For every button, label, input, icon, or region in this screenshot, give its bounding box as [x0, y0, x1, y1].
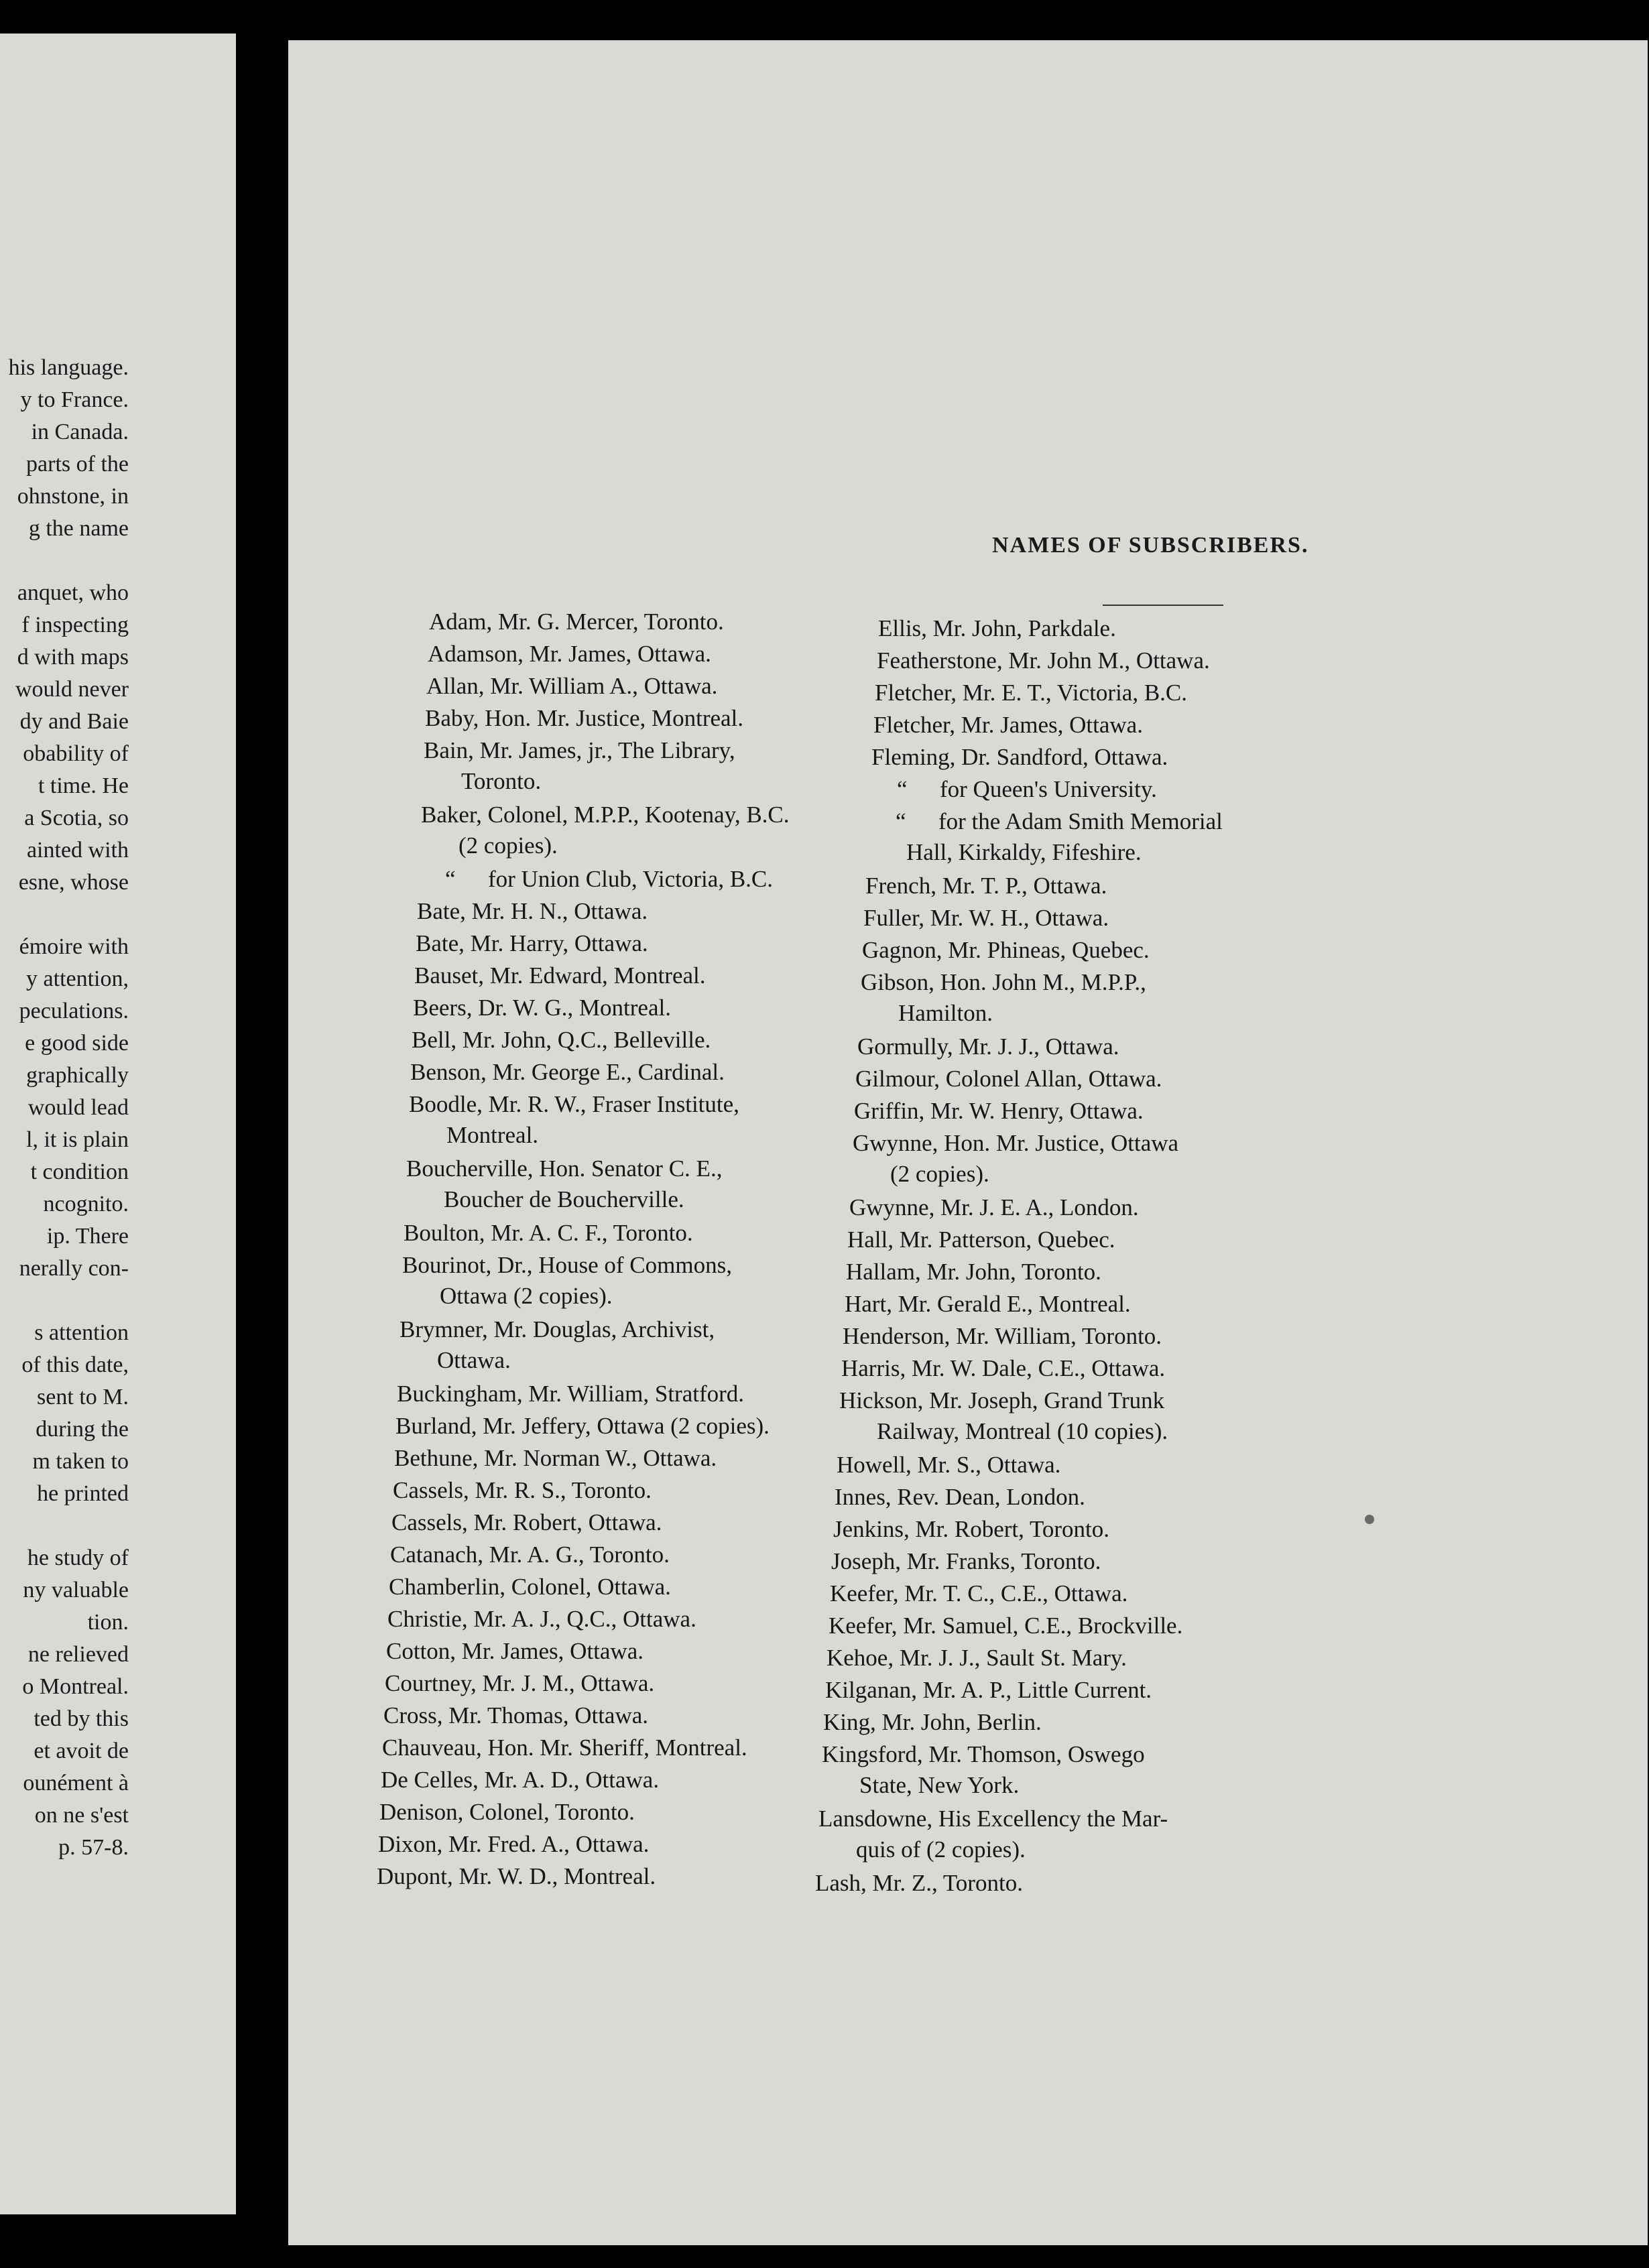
left-text-line: sent to M. — [37, 1385, 129, 1409]
subscriber-name: Adamson, Mr. James, Ottawa. — [428, 641, 711, 667]
subscriber-entry — [390, 1539, 670, 1570]
subscriber-name: Baby, Hon. Mr. Justice, Montreal. — [425, 705, 744, 731]
ditto-mark: “ — [897, 776, 908, 802]
subscriber-entry — [870, 774, 1157, 805]
subscriber-entry — [855, 1064, 1162, 1094]
subscriber-entry — [428, 639, 711, 670]
subscriber-name: Innes, Rev. Dean, London. — [835, 1484, 1085, 1510]
subscriber-continuation: Montreal. — [446, 1122, 539, 1148]
subscriber-name: Hickson, Mr. Joseph, Grand Trunk — [839, 1387, 1165, 1413]
subscriber-continuation: Railway, Montreal (10 copies). — [877, 1418, 1168, 1444]
subscriber-name: Keefer, Mr. Samuel, C.E., Brockville. — [829, 1613, 1183, 1639]
subscriber-entry — [875, 678, 1187, 708]
subscriber-entry — [830, 1578, 1127, 1609]
subscriber-name: Bell, Mr. John, Q.C., Belleville. — [412, 1027, 711, 1053]
left-text-line: t condition — [30, 1159, 129, 1184]
subscriber-entry — [846, 1257, 1101, 1287]
subscriber-entry — [426, 671, 717, 702]
left-text-line: graphically — [26, 1063, 129, 1088]
subscriber-entry — [404, 1218, 693, 1249]
subscriber-entry — [400, 1314, 715, 1376]
subscriber-name: Henderson, Mr. William, Toronto. — [843, 1323, 1162, 1349]
subscriber-name: Gwynne, Hon. Mr. Justice, Ottawa — [853, 1130, 1179, 1156]
subscriber-name: Bate, Mr. Harry, Ottawa. — [416, 930, 648, 956]
ditto-mark: “ — [445, 866, 456, 892]
subscriber-name: Dixon, Mr. Fred. A., Ottawa. — [378, 1831, 650, 1857]
subscriber-entry — [379, 1797, 635, 1828]
left-text-line: p. 57-8. — [58, 1835, 129, 1860]
subscriber-name: Featherstone, Mr. John M., Ottawa. — [877, 647, 1210, 674]
subscriber-name: Fuller, Mr. W. H., Ottawa. — [863, 905, 1109, 931]
subscriber-name: Allan, Mr. William A., Ottawa. — [426, 673, 718, 699]
ink-spot — [1365, 1515, 1374, 1524]
left-text-line: ted by this — [34, 1706, 129, 1731]
subscriber-name: Boodle, Mr. R. W., Fraser Institute, — [409, 1091, 739, 1117]
subscriber-entry — [414, 960, 706, 991]
subscriber-name: for the Adam Smith Memorial — [938, 808, 1223, 834]
subscriber-name: Dupont, Mr. W. D., Montreal. — [377, 1863, 656, 1889]
subscriber-name: French, Mr. T. P., Ottawa. — [865, 873, 1107, 899]
left-text-line: dy and Baie — [19, 709, 129, 734]
subscriber-entry — [823, 1707, 1042, 1738]
subscriber-name: Kingsford, Mr. Thomson, Oswego — [822, 1741, 1145, 1767]
subscriber-name: Harris, Mr. W. Dale, C.E., Ottawa. — [841, 1355, 1166, 1381]
subscriber-entry — [397, 1379, 744, 1409]
subscriber-entry — [847, 1224, 1115, 1255]
subscriber-entry — [845, 1289, 1131, 1320]
subscriber-name: Fletcher, Mr. James, Ottawa. — [873, 712, 1143, 738]
subscriber-entry — [393, 1475, 652, 1506]
subscriber-entry — [387, 1604, 696, 1635]
subscriber-continuation: quis of (2 copies). — [856, 1836, 1026, 1863]
subscriber-entry — [385, 1668, 654, 1699]
subscriber-name: Bate, Mr. H. N., Ottawa. — [417, 898, 648, 924]
subscriber-entry — [827, 1643, 1127, 1674]
subscriber-name: Baker, Colonel, M.P.P., Kootenay, B.C. — [421, 802, 790, 828]
subscriber-entry — [389, 1572, 671, 1602]
subscriber-name: Denison, Colonel, Toronto. — [379, 1799, 635, 1825]
left-text-line: peculations. — [19, 999, 129, 1023]
left-text-line: et avoit de — [34, 1739, 129, 1763]
subscriber-entry — [418, 864, 773, 895]
subscriber-entry — [841, 1353, 1165, 1384]
subscriber-entry — [424, 735, 735, 797]
subscriber-entry — [386, 1636, 644, 1667]
subscriber-entry — [837, 1450, 1060, 1480]
subscriber-name: Beers, Dr. W. G., Montreal. — [413, 995, 671, 1021]
left-text-line: would never — [15, 677, 129, 702]
subscriber-entry — [421, 800, 790, 861]
left-text-line: ny valuable — [23, 1578, 129, 1602]
left-text-line: m taken to — [32, 1449, 129, 1474]
subscriber-entry — [822, 1739, 1145, 1801]
subscriber-name: Ellis, Mr. John, Parkdale. — [878, 615, 1116, 641]
subscriber-name: Gormully, Mr. J. J., Ottawa. — [857, 1033, 1119, 1060]
subscriber-entry — [412, 1025, 711, 1056]
subscriber-name: Gwynne, Mr. J. E. A., London. — [849, 1194, 1139, 1220]
left-text-line: ounément à — [23, 1771, 129, 1796]
left-text-line: y to France. — [20, 387, 129, 412]
left-text-line: would lead — [27, 1095, 129, 1120]
subscriber-name: Adam, Mr. G. Mercer, Toronto. — [429, 609, 724, 635]
left-text-line: obability of — [23, 741, 129, 766]
subscriber-name: Courtney, Mr. J. M., Ottawa. — [385, 1670, 655, 1696]
subscriber-entry — [381, 1765, 659, 1796]
subscriber-entry — [878, 613, 1116, 644]
subscriber-name: Hallam, Mr. John, Toronto. — [846, 1259, 1101, 1285]
left-text-line: f inspecting — [21, 613, 129, 637]
subscriber-name: Benson, Mr. George E., Cardinal. — [410, 1059, 725, 1085]
subscriber-name: Chauveau, Hon. Mr. Sheriff, Montreal. — [382, 1735, 747, 1761]
subscriber-entry — [863, 903, 1109, 934]
subscriber-entry — [406, 1153, 722, 1215]
subscriber-continuation: Toronto. — [461, 768, 542, 794]
subscriber-name: Fleming, Dr. Sandford, Ottawa. — [871, 744, 1168, 770]
subscriber-name: Boulton, Mr. A. C. F., Toronto. — [404, 1220, 693, 1246]
subscriber-name: Kilganan, Mr. A. P., Little Current. — [825, 1677, 1152, 1703]
left-text-line: tion. — [87, 1610, 129, 1635]
left-text-line: l, it is plain — [26, 1127, 129, 1152]
subscriber-entry — [425, 703, 743, 734]
subscriber-name: Lansdowne, His Excellency the Mar- — [818, 1806, 1168, 1832]
title-rule — [1103, 605, 1223, 606]
subscriber-continuation: State, New York. — [859, 1772, 1020, 1798]
left-text-line: during the — [36, 1417, 129, 1442]
left-text-line: t time. He — [38, 773, 129, 798]
left-text-line: his language. — [8, 355, 129, 380]
subscriber-name: Cassels, Mr. R. S., Toronto. — [393, 1477, 652, 1503]
subscriber-entry — [861, 967, 1146, 1029]
subscriber-entry — [815, 1868, 1023, 1899]
subscriber-entry — [818, 1804, 1168, 1865]
subscriber-name: Gilmour, Colonel Allan, Ottawa. — [855, 1066, 1162, 1092]
subscriber-entry — [873, 710, 1143, 741]
left-text-line: ip. There — [46, 1224, 129, 1249]
subscriber-entry — [829, 1611, 1182, 1641]
left-text-line: esne, whose — [18, 870, 129, 895]
left-text-line: anquet, who — [17, 580, 129, 605]
left-text-line: émoire with — [19, 934, 129, 959]
subscriber-entry — [854, 1096, 1144, 1127]
subscriber-entry — [869, 806, 1223, 868]
subscriber-name: Cassels, Mr. Robert, Ottawa. — [391, 1509, 662, 1535]
subscriber-name: Gibson, Hon. John M., M.P.P., — [861, 969, 1146, 995]
subscriber-name: Bourinot, Dr., House of Commons, — [402, 1252, 732, 1278]
subscriber-name: Buckingham, Mr. William, Stratford. — [397, 1381, 745, 1407]
subscriber-entry — [402, 1250, 732, 1312]
subscriber-entry — [877, 645, 1210, 676]
subscriber-name: Hall, Mr. Patterson, Quebec. — [847, 1226, 1115, 1253]
subscriber-name: for Queen's University. — [940, 776, 1157, 802]
subscriber-name: Keefer, Mr. T. C., C.E., Ottawa. — [830, 1580, 1128, 1606]
left-text-line: e good side — [25, 1031, 129, 1056]
subscriber-continuation: Hamilton. — [898, 1000, 993, 1026]
subscriber-name: Gagnon, Mr. Phineas, Quebec. — [862, 937, 1150, 963]
subscriber-name: Cross, Mr. Thomas, Ottawa. — [383, 1702, 649, 1728]
left-text-line: in Canada. — [31, 420, 129, 444]
subscriber-entry — [382, 1732, 747, 1763]
subscriber-entry — [391, 1507, 662, 1538]
subscriber-entry — [843, 1321, 1162, 1352]
left-text-line: he printed — [37, 1481, 129, 1506]
subscriber-continuation: Ottawa (2 copies). — [440, 1283, 613, 1309]
subscriber-name: Howell, Mr. S., Ottawa. — [837, 1452, 1061, 1478]
subscriber-entry — [417, 896, 648, 927]
left-text-line: ne relieved — [27, 1642, 129, 1667]
subscriber-entry — [395, 1411, 770, 1442]
subscriber-continuation: Hall, Kirkaldy, Fifeshire. — [906, 839, 1142, 865]
subscriber-entry — [413, 993, 671, 1023]
subscriber-name: Bain, Mr. James, jr., The Library, — [424, 737, 735, 763]
ditto-mark: “ — [896, 808, 906, 834]
subscriber-continuation: Ottawa. — [437, 1347, 511, 1373]
page-title: NAMES OF SUBSCRIBERS. — [992, 533, 1309, 558]
subscriber-name: Fletcher, Mr. E. T., Victoria, B.C. — [875, 680, 1188, 706]
left-text-line: he study of — [27, 1546, 129, 1570]
subscriber-entry — [378, 1829, 649, 1860]
left-text-line: nerally con- — [19, 1256, 129, 1281]
left-text-line: s attention — [34, 1320, 129, 1345]
subscriber-entry — [429, 607, 724, 637]
subscriber-entry — [849, 1192, 1139, 1223]
subscriber-entry — [409, 1089, 739, 1151]
subscriber-name: Jenkins, Mr. Robert, Toronto. — [833, 1516, 1110, 1542]
left-text-line: a Scotia, so — [24, 806, 129, 830]
subscriber-name: Burland, Mr. Jeffery, Ottawa (2 copies). — [395, 1413, 770, 1439]
subscriber-name: Brymner, Mr. Douglas, Archivist, — [400, 1316, 715, 1342]
left-text-line: y attention, — [26, 966, 129, 991]
subscriber-name: Cotton, Mr. James, Ottawa. — [386, 1638, 644, 1664]
left-text-line: parts of the — [26, 452, 129, 477]
subscriber-entry — [839, 1385, 1168, 1447]
subscriber-continuation: (2 copies). — [890, 1161, 989, 1187]
subscriber-entry — [857, 1031, 1119, 1062]
subscriber-entry — [862, 935, 1150, 966]
subscriber-continuation: (2 copies). — [459, 832, 558, 859]
subscriber-name: Christie, Mr. A. J., Q.C., Ottawa. — [387, 1606, 696, 1632]
subscriber-entry — [825, 1675, 1152, 1706]
subscriber-entry — [853, 1128, 1178, 1190]
subscriber-entry — [394, 1443, 717, 1474]
subscriber-name: for Union Club, Victoria, B.C. — [488, 866, 774, 892]
subscriber-entry — [835, 1482, 1085, 1513]
left-text-line: ohnstone, in — [17, 484, 129, 509]
subscriber-name: Joseph, Mr. Franks, Toronto. — [831, 1548, 1101, 1574]
subscriber-entry — [416, 928, 648, 959]
subscriber-name: De Celles, Mr. A. D., Ottawa. — [381, 1767, 660, 1793]
subscriber-name: Griffin, Mr. W. Henry, Ottawa. — [854, 1098, 1144, 1124]
subscriber-entry — [831, 1546, 1101, 1577]
subscriber-entry — [383, 1700, 648, 1731]
subscriber-name: Hart, Mr. Gerald E., Montreal. — [845, 1291, 1131, 1317]
subscriber-name: Boucherville, Hon. Senator C. E., — [406, 1155, 723, 1182]
left-text-line: d with maps — [17, 645, 129, 670]
left-text-line: ainted with — [26, 838, 129, 863]
subscriber-name: Kehoe, Mr. J. J., Sault St. Mary. — [827, 1645, 1127, 1671]
left-text-line: o Montreal. — [22, 1674, 129, 1699]
left-text-line: on ne s'est — [34, 1803, 129, 1828]
subscriber-name: Lash, Mr. Z., Toronto. — [815, 1870, 1023, 1896]
subscriber-entry — [871, 742, 1168, 773]
left-text-line: ncognito. — [43, 1192, 129, 1216]
right-page — [288, 40, 1648, 2245]
left-text-line: g the name — [28, 516, 129, 541]
subscriber-name: Chamberlin, Colonel, Ottawa. — [389, 1574, 671, 1600]
subscriber-name: Bethune, Mr. Norman W., Ottawa. — [394, 1445, 717, 1471]
subscriber-name: Catanach, Mr. A. G., Toronto. — [390, 1541, 670, 1568]
subscriber-entry — [377, 1861, 656, 1892]
left-text-line: of this date, — [21, 1352, 129, 1377]
subscriber-entry — [865, 871, 1107, 901]
subscriber-entry — [833, 1514, 1109, 1545]
left-page — [0, 34, 236, 2214]
subscriber-name: Bauset, Mr. Edward, Montreal. — [414, 962, 706, 989]
subscriber-continuation: Boucher de Boucherville. — [444, 1186, 684, 1212]
subscriber-name: King, Mr. John, Berlin. — [823, 1709, 1042, 1735]
subscriber-entry — [410, 1057, 725, 1088]
